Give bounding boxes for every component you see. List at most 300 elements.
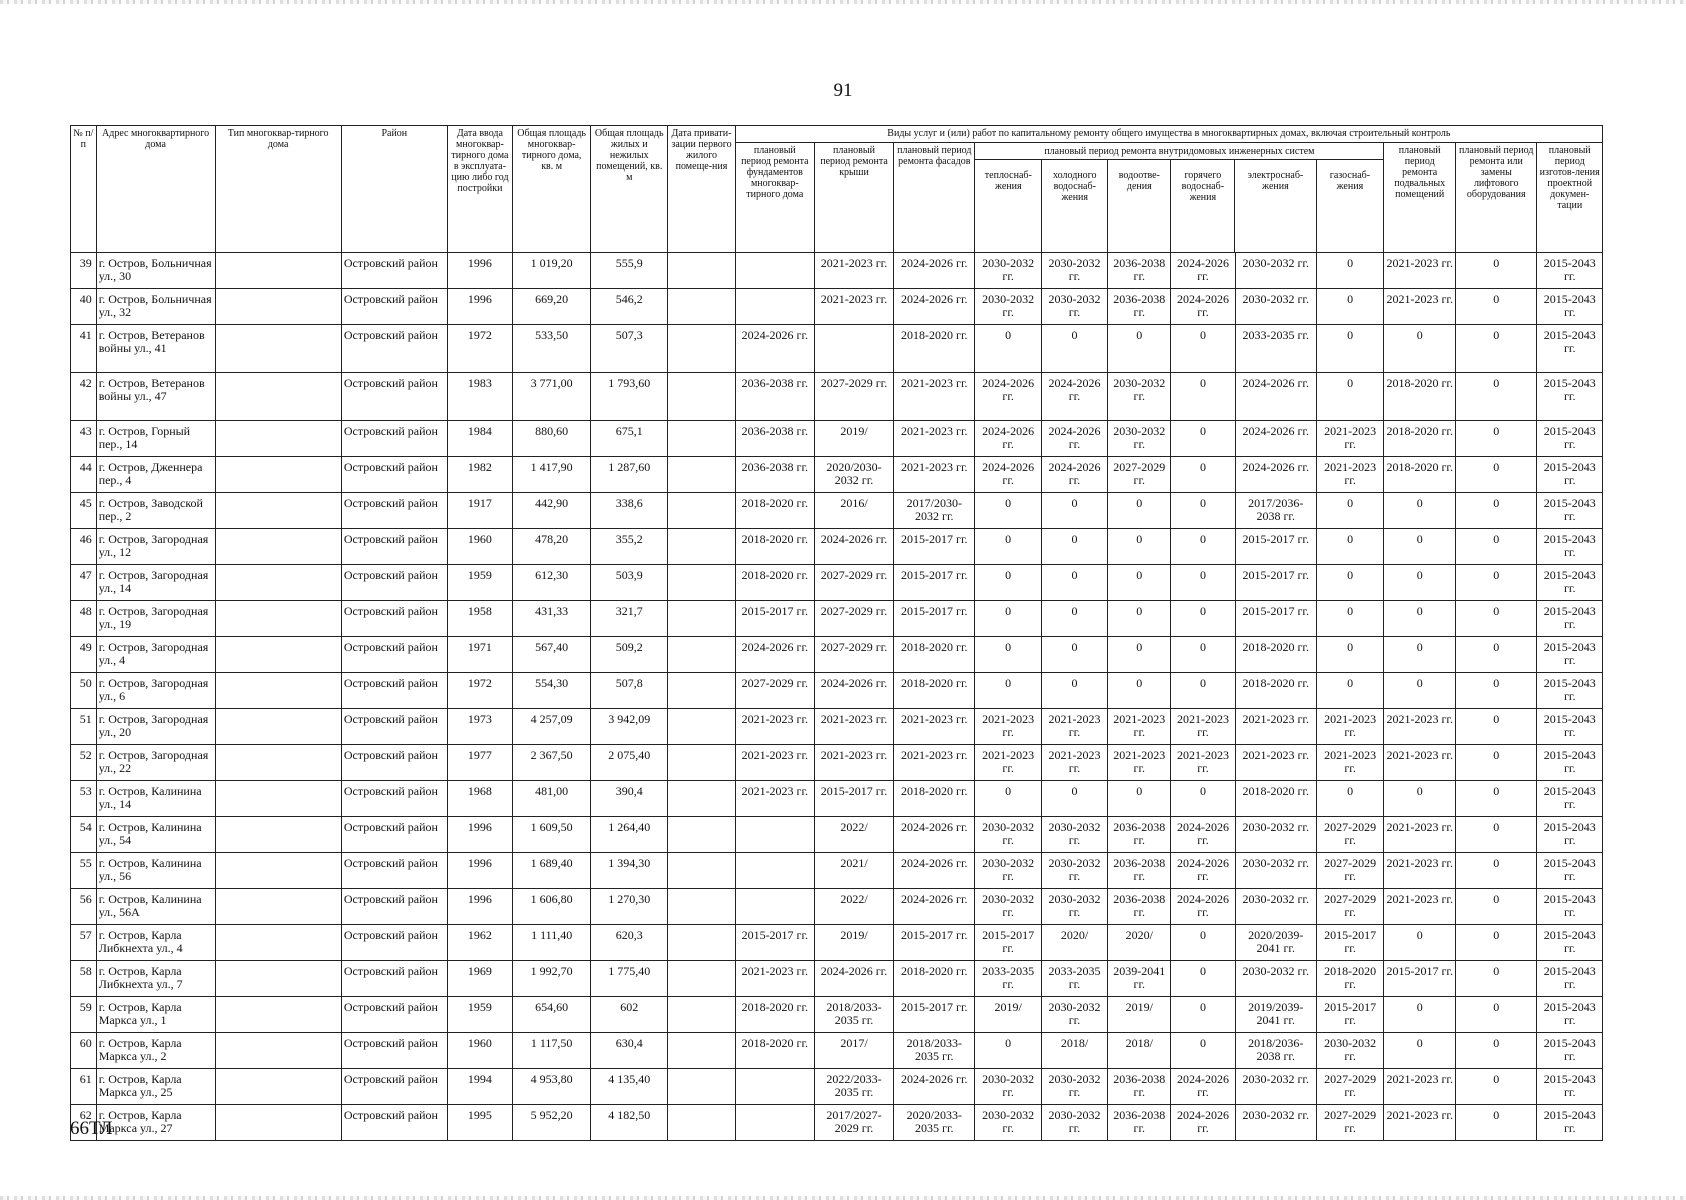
row-drainage-period: 2039-2041 гг. — [1108, 961, 1171, 997]
row-facade-period: 2018-2020 гг. — [894, 673, 975, 709]
row-gas-period: 2015-2017 гг. — [1316, 925, 1383, 961]
row-house-type — [215, 253, 341, 289]
row-electricity-period: 2018/2036-2038 гг. — [1235, 1033, 1316, 1069]
row-living-area: 321,7 — [591, 601, 668, 637]
row-design-docs-period: 2015-2043 гг. — [1537, 253, 1603, 289]
row-address: г. Остров, Карла Маркса ул., 1 — [96, 997, 215, 1033]
row-district: Островский район — [341, 1069, 447, 1105]
header-facade: плановый период ремонта фасадов — [894, 143, 975, 253]
table-row — [71, 817, 1603, 853]
row-district: Островский район — [341, 961, 447, 997]
row-house-type — [215, 781, 341, 817]
row-facade-period: 2021-2023 гг. — [894, 709, 975, 745]
header-commission-date: Дата ввода многоквар-тирного дома в эксплуата-цию либо год постройки — [447, 126, 512, 253]
table-row — [71, 745, 1603, 781]
row-gas-period: 0 — [1316, 253, 1383, 289]
row-address: г. Остров, Калинина ул., 56А — [96, 889, 215, 925]
row-hot-water-period: 2024-2026 гг. — [1171, 889, 1235, 925]
row-heating-period: 2015-2017 гг. — [975, 925, 1041, 961]
row-hot-water-period: 0 — [1171, 529, 1235, 565]
row-basement-period: 0 — [1384, 781, 1456, 817]
row-total-area: 1 689,40 — [513, 853, 591, 889]
row-roof-period: 2024-2026 гг. — [814, 961, 893, 997]
header-district: Район — [341, 126, 447, 253]
row-privatization-date — [668, 529, 735, 565]
row-house-type — [215, 853, 341, 889]
row-house-type — [215, 889, 341, 925]
row-total-area: 1 992,70 — [513, 961, 591, 997]
row-house-type — [215, 997, 341, 1033]
row-foundation-period: 2015-2017 гг. — [735, 601, 814, 637]
row-drainage-period: 2021-2023 гг. — [1108, 745, 1171, 781]
row-house-type — [215, 817, 341, 853]
row-roof-period: 2022/2033-2035 гг. — [814, 1069, 893, 1105]
row-electricity-period: 2024-2026 гг. — [1235, 457, 1316, 493]
row-commission-year: 1977 — [447, 745, 512, 781]
row-house-type — [215, 961, 341, 997]
row-district: Островский район — [341, 457, 447, 493]
table-row — [71, 925, 1603, 961]
row-house-type — [215, 637, 341, 673]
row-total-area: 1 117,50 — [513, 1033, 591, 1069]
row-commission-year: 1969 — [447, 961, 512, 997]
table-row — [71, 457, 1603, 493]
row-commission-year: 1973 — [447, 709, 512, 745]
row-gas-period: 0 — [1316, 529, 1383, 565]
row-elevator-period: 0 — [1456, 1033, 1537, 1069]
row-drainage-period: 2036-2038 гг. — [1108, 253, 1171, 289]
scan-edge-bottom — [0, 1196, 1686, 1200]
row-drainage-period: 0 — [1108, 601, 1171, 637]
row-basement-period: 2018-2020 гг. — [1384, 421, 1456, 457]
row-basement-period: 2018-2020 гг. — [1384, 457, 1456, 493]
row-district: Островский район — [341, 853, 447, 889]
row-number: 59 — [71, 997, 97, 1033]
row-living-area: 507,8 — [591, 673, 668, 709]
row-electricity-period: 2030-2032 гг. — [1235, 889, 1316, 925]
row-basement-period: 0 — [1384, 325, 1456, 373]
row-hot-water-period: 2021-2023 гг. — [1171, 745, 1235, 781]
row-commission-year: 1958 — [447, 601, 512, 637]
row-heating-period: 2030-2032 гг. — [975, 817, 1041, 853]
row-electricity-period: 2030-2032 гг. — [1235, 961, 1316, 997]
row-district: Островский район — [341, 997, 447, 1033]
row-facade-period: 2024-2026 гг. — [894, 817, 975, 853]
row-commission-year: 1968 — [447, 781, 512, 817]
header-privatization-date: Дата привати-зации первого жилого помеще-ния — [668, 126, 735, 253]
row-living-area: 509,2 — [591, 637, 668, 673]
header-electricity: электроснаб-жения — [1235, 160, 1316, 253]
row-cold-water-period: 0 — [1041, 781, 1107, 817]
row-cold-water-period: 2030-2032 гг. — [1041, 889, 1107, 925]
row-foundation-period: 2021-2023 гг. — [735, 745, 814, 781]
row-address: г. Остров, Ветеранов войны ул., 47 — [96, 373, 215, 421]
row-foundation-period: 2018-2020 гг. — [735, 1033, 814, 1069]
row-foundation-period: 2018-2020 гг. — [735, 529, 814, 565]
row-address: г. Остров, Карла Маркса ул., 25 — [96, 1069, 215, 1105]
row-electricity-period: 2024-2026 гг. — [1235, 373, 1316, 421]
row-foundation-period: 2018-2020 гг. — [735, 997, 814, 1033]
row-district: Островский район — [341, 673, 447, 709]
row-electricity-period: 2019/2039-2041 гг. — [1235, 997, 1316, 1033]
row-living-area: 503,9 — [591, 565, 668, 601]
row-foundation-period: 2018-2020 гг. — [735, 493, 814, 529]
row-roof-period: 2021/ — [814, 853, 893, 889]
row-district: Островский район — [341, 529, 447, 565]
row-commission-year: 1962 — [447, 925, 512, 961]
table-row — [71, 889, 1603, 925]
row-gas-period: 2030-2032 гг. — [1316, 1033, 1383, 1069]
row-commission-year: 1983 — [447, 373, 512, 421]
row-hot-water-period: 0 — [1171, 637, 1235, 673]
header-drainage: водоотве-дения — [1108, 160, 1171, 253]
row-foundation-period — [735, 253, 814, 289]
row-privatization-date — [668, 421, 735, 457]
table-row — [71, 961, 1603, 997]
row-living-area: 1 270,30 — [591, 889, 668, 925]
row-facade-period: 2021-2023 гг. — [894, 373, 975, 421]
row-privatization-date — [668, 373, 735, 421]
row-house-type — [215, 325, 341, 373]
row-address: г. Остров, Горный пер., 14 — [96, 421, 215, 457]
row-facade-period: 2020/2033-2035 гг. — [894, 1105, 975, 1141]
row-living-area: 620,3 — [591, 925, 668, 961]
row-hot-water-period: 0 — [1171, 493, 1235, 529]
row-gas-period: 2018-2020 гг. — [1316, 961, 1383, 997]
row-living-area: 1 394,30 — [591, 853, 668, 889]
row-privatization-date — [668, 601, 735, 637]
row-hot-water-period: 0 — [1171, 373, 1235, 421]
row-district: Островский район — [341, 325, 447, 373]
row-cold-water-period: 2021-2023 гг. — [1041, 709, 1107, 745]
row-number: 58 — [71, 961, 97, 997]
row-privatization-date — [668, 637, 735, 673]
row-electricity-period: 2030-2032 гг. — [1235, 817, 1316, 853]
row-facade-period: 2018-2020 гг. — [894, 637, 975, 673]
row-foundation-period: 2021-2023 гг. — [735, 781, 814, 817]
row-commission-year: 1917 — [447, 493, 512, 529]
row-electricity-period: 2020/2039-2041 гг. — [1235, 925, 1316, 961]
row-heating-period: 2030-2032 гг. — [975, 253, 1041, 289]
row-cold-water-period: 2020/ — [1041, 925, 1107, 961]
table-row — [71, 493, 1603, 529]
row-commission-year: 1996 — [447, 253, 512, 289]
row-house-type — [215, 601, 341, 637]
row-drainage-period: 2030-2032 гг. — [1108, 373, 1171, 421]
row-design-docs-period: 2015-2043 гг. — [1537, 601, 1603, 637]
row-total-area: 654,60 — [513, 997, 591, 1033]
row-drainage-period: 2036-2038 гг. — [1108, 889, 1171, 925]
row-total-area: 669,20 — [513, 289, 591, 325]
row-total-area: 2 367,50 — [513, 745, 591, 781]
row-elevator-period: 0 — [1456, 925, 1537, 961]
row-gas-period: 0 — [1316, 673, 1383, 709]
header-total-area: Общая площадь многоквар-тирного дома, кв. м — [513, 126, 591, 253]
table-row — [71, 421, 1603, 457]
row-design-docs-period: 2015-2043 гг. — [1537, 1105, 1603, 1141]
row-cold-water-period: 2030-2032 гг. — [1041, 289, 1107, 325]
row-commission-year: 1982 — [447, 457, 512, 493]
row-number: 43 — [71, 421, 97, 457]
row-design-docs-period: 2015-2043 гг. — [1537, 529, 1603, 565]
row-cold-water-period: 2024-2026 гг. — [1041, 373, 1107, 421]
row-living-area: 1 793,60 — [591, 373, 668, 421]
row-basement-period: 2018-2020 гг. — [1384, 373, 1456, 421]
row-design-docs-period: 2015-2043 гг. — [1537, 457, 1603, 493]
row-gas-period: 2015-2017 гг. — [1316, 997, 1383, 1033]
row-number: 51 — [71, 709, 97, 745]
row-total-area: 3 771,00 — [513, 373, 591, 421]
row-total-area: 4 953,80 — [513, 1069, 591, 1105]
row-electricity-period: 2018-2020 гг. — [1235, 673, 1316, 709]
row-design-docs-period: 2015-2043 гг. — [1537, 637, 1603, 673]
row-living-area: 630,4 — [591, 1033, 668, 1069]
row-privatization-date — [668, 961, 735, 997]
row-cold-water-period: 2024-2026 гг. — [1041, 457, 1107, 493]
row-privatization-date — [668, 889, 735, 925]
row-commission-year: 1996 — [447, 817, 512, 853]
row-hot-water-period: 0 — [1171, 325, 1235, 373]
row-roof-period: 2021-2023 гг. — [814, 745, 893, 781]
row-electricity-period: 2033-2035 гг. — [1235, 325, 1316, 373]
header-house-type: Тип многоквар-тирного дома — [215, 126, 341, 253]
row-house-type — [215, 373, 341, 421]
row-design-docs-period: 2015-2043 гг. — [1537, 961, 1603, 997]
row-number: 41 — [71, 325, 97, 373]
row-facade-period: 2015-2017 гг. — [894, 565, 975, 601]
row-gas-period: 2027-2029 гг. — [1316, 817, 1383, 853]
row-heating-period: 2021-2023 гг. — [975, 745, 1041, 781]
scan-edge-top — [0, 0, 1686, 4]
row-roof-period: 2027-2029 гг. — [814, 637, 893, 673]
row-living-area: 1 287,60 — [591, 457, 668, 493]
row-gas-period: 2021-2023 гг. — [1316, 457, 1383, 493]
row-address: г. Остров, Загородная ул., 4 — [96, 637, 215, 673]
row-address: г. Остров, Карла Либкнехта ул., 7 — [96, 961, 215, 997]
row-total-area: 1 606,80 — [513, 889, 591, 925]
row-house-type — [215, 1069, 341, 1105]
row-number: 52 — [71, 745, 97, 781]
row-house-type — [215, 457, 341, 493]
row-drainage-period: 0 — [1108, 637, 1171, 673]
row-elevator-period: 0 — [1456, 373, 1537, 421]
row-facade-period: 2024-2026 гг. — [894, 889, 975, 925]
row-basement-period: 0 — [1384, 493, 1456, 529]
row-house-type — [215, 529, 341, 565]
table-row — [71, 997, 1603, 1033]
row-electricity-period: 2018-2020 гг. — [1235, 637, 1316, 673]
row-roof-period: 2021-2023 гг. — [814, 253, 893, 289]
row-district: Островский район — [341, 421, 447, 457]
row-foundation-period — [735, 853, 814, 889]
row-roof-period — [814, 325, 893, 373]
row-elevator-period: 0 — [1456, 997, 1537, 1033]
row-basement-period: 0 — [1384, 637, 1456, 673]
row-total-area: 567,40 — [513, 637, 591, 673]
row-hot-water-period: 0 — [1171, 997, 1235, 1033]
header-foundation: плановый период ремонта фундаментов многоквар-тирного дома — [735, 143, 814, 253]
row-facade-period: 2018-2020 гг. — [894, 781, 975, 817]
row-design-docs-period: 2015-2043 гг. — [1537, 817, 1603, 853]
row-basement-period: 2021-2023 гг. — [1384, 289, 1456, 325]
row-living-area: 4 135,40 — [591, 1069, 668, 1105]
row-roof-period: 2022/ — [814, 889, 893, 925]
row-house-type — [215, 1033, 341, 1069]
row-electricity-period: 2015-2017 гг. — [1235, 565, 1316, 601]
row-electricity-period: 2021-2023 гг. — [1235, 709, 1316, 745]
table-row — [71, 709, 1603, 745]
row-district: Островский район — [341, 1105, 447, 1141]
row-roof-period: 2027-2029 гг. — [814, 601, 893, 637]
row-heating-period: 0 — [975, 673, 1041, 709]
row-district: Островский район — [341, 925, 447, 961]
row-roof-period: 2021-2023 гг. — [814, 709, 893, 745]
row-address: г. Остров, Заводской пер., 2 — [96, 493, 215, 529]
row-heating-period: 0 — [975, 601, 1041, 637]
row-gas-period: 0 — [1316, 325, 1383, 373]
row-foundation-period: 2036-2038 гг. — [735, 373, 814, 421]
row-foundation-period — [735, 1105, 814, 1141]
header-engineering-block — [975, 143, 1384, 253]
row-number: 62 — [71, 1105, 97, 1141]
row-cold-water-period: 2033-2035 гг. — [1041, 961, 1107, 997]
table-row — [71, 289, 1603, 325]
row-house-type — [215, 925, 341, 961]
row-heating-period: 2030-2032 гг. — [975, 889, 1041, 925]
row-foundation-period: 2027-2029 гг. — [735, 673, 814, 709]
row-electricity-period: 2030-2032 гг. — [1235, 289, 1316, 325]
row-electricity-period: 2021-2023 гг. — [1235, 745, 1316, 781]
row-privatization-date — [668, 565, 735, 601]
row-commission-year: 1959 — [447, 997, 512, 1033]
row-heating-period: 2024-2026 гг. — [975, 421, 1041, 457]
row-gas-period: 2027-2029 гг. — [1316, 889, 1383, 925]
table-row — [71, 529, 1603, 565]
row-gas-period: 2021-2023 гг. — [1316, 709, 1383, 745]
row-drainage-period: 2036-2038 гг. — [1108, 289, 1171, 325]
row-roof-period: 2020/2030-2032 гг. — [814, 457, 893, 493]
row-facade-period: 2021-2023 гг. — [894, 745, 975, 781]
row-district: Островский район — [341, 637, 447, 673]
row-district: Островский район — [341, 817, 447, 853]
row-hot-water-period: 0 — [1171, 1033, 1235, 1069]
row-drainage-period: 0 — [1108, 325, 1171, 373]
row-number: 56 — [71, 889, 97, 925]
row-district: Островский район — [341, 745, 447, 781]
row-house-type — [215, 565, 341, 601]
row-living-area: 355,2 — [591, 529, 668, 565]
row-facade-period: 2015-2017 гг. — [894, 925, 975, 961]
row-cold-water-period: 2024-2026 гг. — [1041, 421, 1107, 457]
row-design-docs-period: 2015-2043 гг. — [1537, 1033, 1603, 1069]
row-privatization-date — [668, 709, 735, 745]
row-hot-water-period: 0 — [1171, 673, 1235, 709]
row-hot-water-period: 0 — [1171, 565, 1235, 601]
row-foundation-period: 2024-2026 гг. — [735, 637, 814, 673]
row-design-docs-period: 2015-2043 гг. — [1537, 853, 1603, 889]
row-number: 50 — [71, 673, 97, 709]
row-electricity-period: 2015-2017 гг. — [1235, 601, 1316, 637]
row-total-area: 478,20 — [513, 529, 591, 565]
row-basement-period: 2021-2023 гг. — [1384, 853, 1456, 889]
row-privatization-date — [668, 1105, 735, 1141]
row-privatization-date — [668, 457, 735, 493]
row-gas-period: 2027-2029 гг. — [1316, 853, 1383, 889]
row-commission-year: 1972 — [447, 673, 512, 709]
row-number: 39 — [71, 253, 97, 289]
row-basement-period: 0 — [1384, 925, 1456, 961]
row-foundation-period: 2021-2023 гг. — [735, 961, 814, 997]
row-number: 57 — [71, 925, 97, 961]
row-elevator-period: 0 — [1456, 817, 1537, 853]
row-cold-water-period: 0 — [1041, 637, 1107, 673]
row-living-area: 338,6 — [591, 493, 668, 529]
row-facade-period: 2024-2026 гг. — [894, 853, 975, 889]
row-design-docs-period: 2015-2043 гг. — [1537, 421, 1603, 457]
row-heating-period: 2033-2035 гг. — [975, 961, 1041, 997]
row-heating-period: 2030-2032 гг. — [975, 853, 1041, 889]
row-cold-water-period: 0 — [1041, 565, 1107, 601]
row-basement-period: 0 — [1384, 529, 1456, 565]
row-heating-period: 2024-2026 гг. — [975, 373, 1041, 421]
row-address: г. Остров, Калинина ул., 54 — [96, 817, 215, 853]
table-row — [71, 637, 1603, 673]
row-elevator-period: 0 — [1456, 325, 1537, 373]
page-number: 91 — [833, 80, 853, 101]
header-gas: газоснаб-жения — [1329, 170, 1371, 192]
table-row — [71, 565, 1603, 601]
row-foundation-period: 2021-2023 гг. — [735, 709, 814, 745]
table-row — [71, 1105, 1603, 1141]
row-district: Островский район — [341, 889, 447, 925]
row-gas-period: 0 — [1316, 637, 1383, 673]
row-drainage-period: 2027-2029 гг. — [1108, 457, 1171, 493]
row-privatization-date — [668, 853, 735, 889]
row-hot-water-period: 2021-2023 гг. — [1171, 709, 1235, 745]
row-hot-water-period: 2024-2026 гг. — [1171, 289, 1235, 325]
row-elevator-period: 0 — [1456, 709, 1537, 745]
row-foundation-period: 2036-2038 гг. — [735, 457, 814, 493]
row-commission-year: 1971 — [447, 637, 512, 673]
row-facade-period: 2015-2017 гг. — [894, 997, 975, 1033]
row-living-area: 675,1 — [591, 421, 668, 457]
row-design-docs-period: 2015-2043 гг. — [1537, 565, 1603, 601]
row-number: 54 — [71, 817, 97, 853]
row-basement-period: 2021-2023 гг. — [1384, 253, 1456, 289]
row-roof-period: 2027-2029 гг. — [814, 565, 893, 601]
row-design-docs-period: 2015-2043 гг. — [1537, 925, 1603, 961]
row-facade-period: 2018-2020 гг. — [894, 961, 975, 997]
row-number: 45 — [71, 493, 97, 529]
row-drainage-period: 0 — [1108, 565, 1171, 601]
row-elevator-period: 0 — [1456, 529, 1537, 565]
header-heating: теплоснаб-жения — [975, 160, 1041, 253]
row-drainage-period: 0 — [1108, 529, 1171, 565]
header-design-docs: плановый период изготов-ления проектной докумен-тации — [1537, 143, 1603, 253]
row-number: 47 — [71, 565, 97, 601]
row-heating-period: 2030-2032 гг. — [975, 289, 1041, 325]
row-commission-year: 1994 — [447, 1069, 512, 1105]
row-address: г. Остров, Ветеранов войны ул., 41 — [96, 325, 215, 373]
row-house-type — [215, 709, 341, 745]
row-basement-period: 0 — [1384, 997, 1456, 1033]
row-heating-period: 2030-2032 гг. — [975, 1069, 1041, 1105]
table-row — [71, 853, 1603, 889]
row-total-area: 1 417,90 — [513, 457, 591, 493]
row-commission-year: 1960 — [447, 529, 512, 565]
row-hot-water-period: 0 — [1171, 925, 1235, 961]
row-cold-water-period: 2030-2032 гг. — [1041, 1105, 1107, 1141]
